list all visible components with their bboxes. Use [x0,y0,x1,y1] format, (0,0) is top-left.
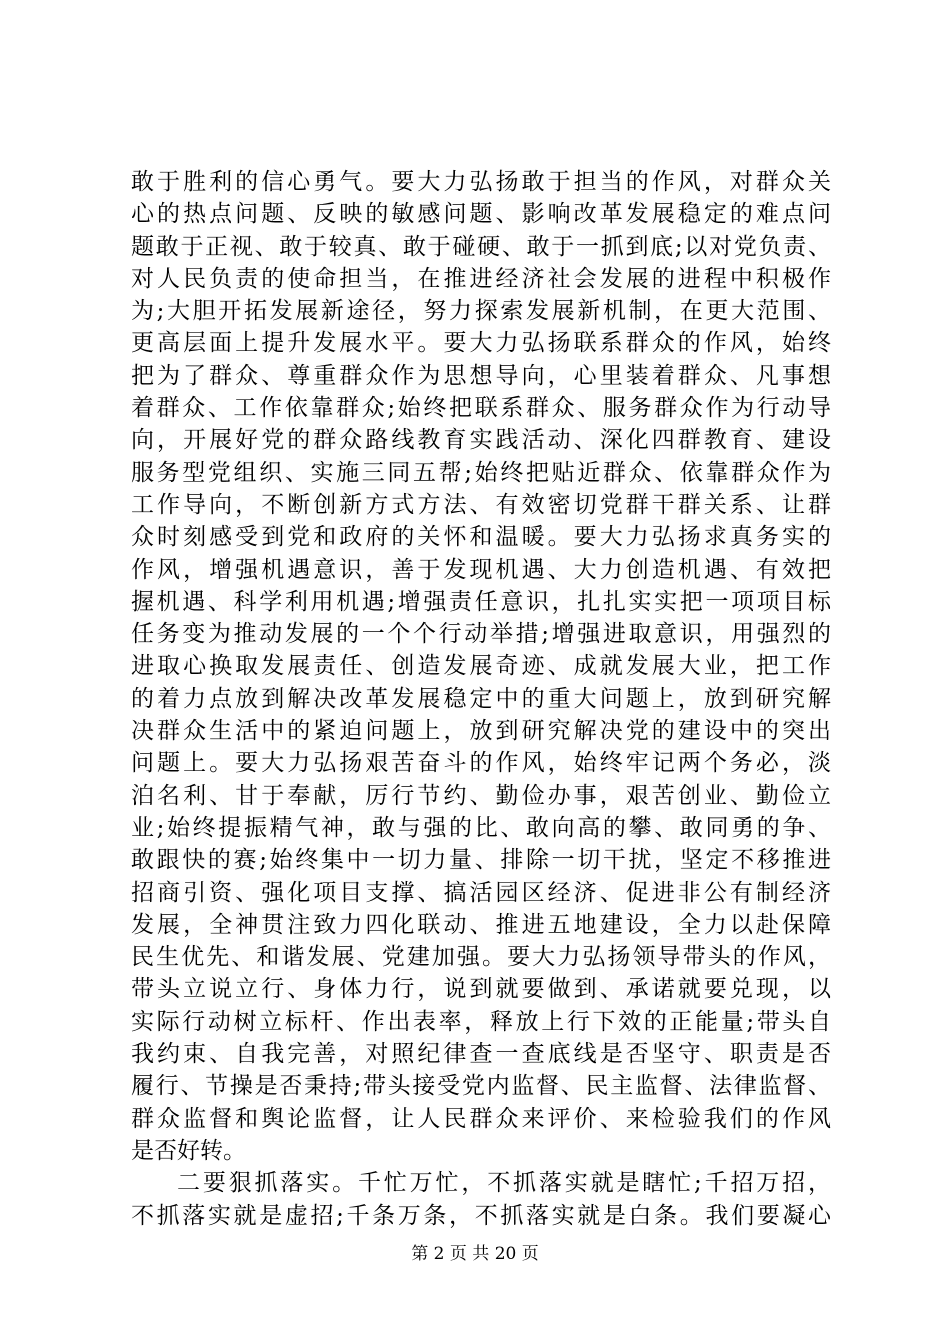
text-line: 作风，增强机遇意识，善于发现机遇、大力创造机遇、有效把 [131,556,831,583]
text-line: 为;大胆开拓发展新途径，努力探索发展新机制，在更大范围、 [131,298,831,325]
text-line: 招商引资、强化项目支撑、搞活园区经济、促进非公有制经济 [131,879,831,906]
text-line: 群众监督和舆论监督，让人民群众来评价、来检验我们的作风 [131,1105,831,1132]
text-line: 带头立说立行、身体力行，说到就要做到、承诺就要兑现，以 [131,976,831,1003]
text-line: 二要狠抓落实。千忙万忙，不抓落实就是瞎忙;千招万招， [177,1170,831,1197]
body-text [131,166,831,1232]
page-footer: 第 2 页 共 20 页 [411,1244,539,1264]
text-line: 众时刻感受到党和政府的关怀和温暖。要大力弘扬求真务实的 [131,524,831,551]
text-line: 实际行动树立标杆、作出表率，释放上行下效的正能量;带头自 [131,1008,831,1035]
text-line: 任务变为推动发展的一个个行动举措;增强进取意识，用强烈的 [131,621,831,648]
text-line: 敢于胜利的信心勇气。要大力弘扬敢于担当的作风，对群众关 [131,169,831,195]
text-line: 题敢于正视、敢于较真、敢于碰硬、敢于一抓到底;以对党负责、 [131,233,831,260]
text-line: 对人民负责的使命担当，在推进经济社会发展的进程中积极作 [131,265,831,292]
text-line: 心的热点问题、反映的敏感问题、影响改革发展稳定的难点问 [131,201,831,228]
text-line: 进取心换取发展责任、创造发展奇迹、成就发展大业，把工作 [131,653,831,680]
text-line: 问题上。要大力弘扬艰苦奋斗的作风，始终牢记两个务必，淡 [131,750,831,777]
text-line: 的着力点放到解决改革发展稳定中的重大问题上，放到研究解 [131,685,831,712]
text-line: 工作导向，不断创新方式方法、有效密切党群干群关系、让群 [131,491,831,518]
text-line: 民生优先、和谐发展、党建加强。要大力弘扬领导带头的作风， [131,944,831,971]
text-line: 业;始终提振精气神，敢与强的比、敢向高的攀、敢同勇的争、 [131,814,831,841]
text-line: 我约束、自我完善，对照纪律查一查底线是否坚守、职责是否 [131,1041,831,1068]
text-line: 泊名利、甘于奉献，厉行节约、勤俭办事，艰苦创业、勤俭立 [131,782,831,809]
text-line: 着群众、工作依靠群众;始终把联系群众、服务群众作为行动导 [131,395,831,422]
text-line: 是否好转。 [131,1137,246,1164]
text-line: 不抓落实就是虚招;千条万条，不抓落实就是白条。我们要凝心 [131,1202,831,1229]
text-line: 更高层面上提升发展水平。要大力弘扬联系群众的作风，始终 [131,330,831,357]
text-line: 向，开展好党的群众路线教育实践活动、深化四群教育、建设 [131,427,831,454]
text-line: 把为了群众、尊重群众作为思想导向，心里装着群众、凡事想 [131,362,831,389]
text-line: 决群众生活中的紧迫问题上，放到研究解决党的建设中的突出 [131,718,831,745]
text-line: 服务型党组织、实施三同五帮;始终把贴近群众、依靠群众作为 [131,459,831,486]
text-line: 履行、节操是否秉持;带头接受党内监督、民主监督、法律监督、 [131,1073,831,1100]
text-line: 握机遇、科学利用机遇;增强责任意识，扎扎实实把一项项目标 [131,588,831,615]
text-line: 敢跟快的赛;始终集中一切力量、排除一切干扰，坚定不移推进 [131,847,831,874]
text-line: 发展，全神贯注致力四化联动、推进五地建设，全力以赴保障 [131,911,831,938]
